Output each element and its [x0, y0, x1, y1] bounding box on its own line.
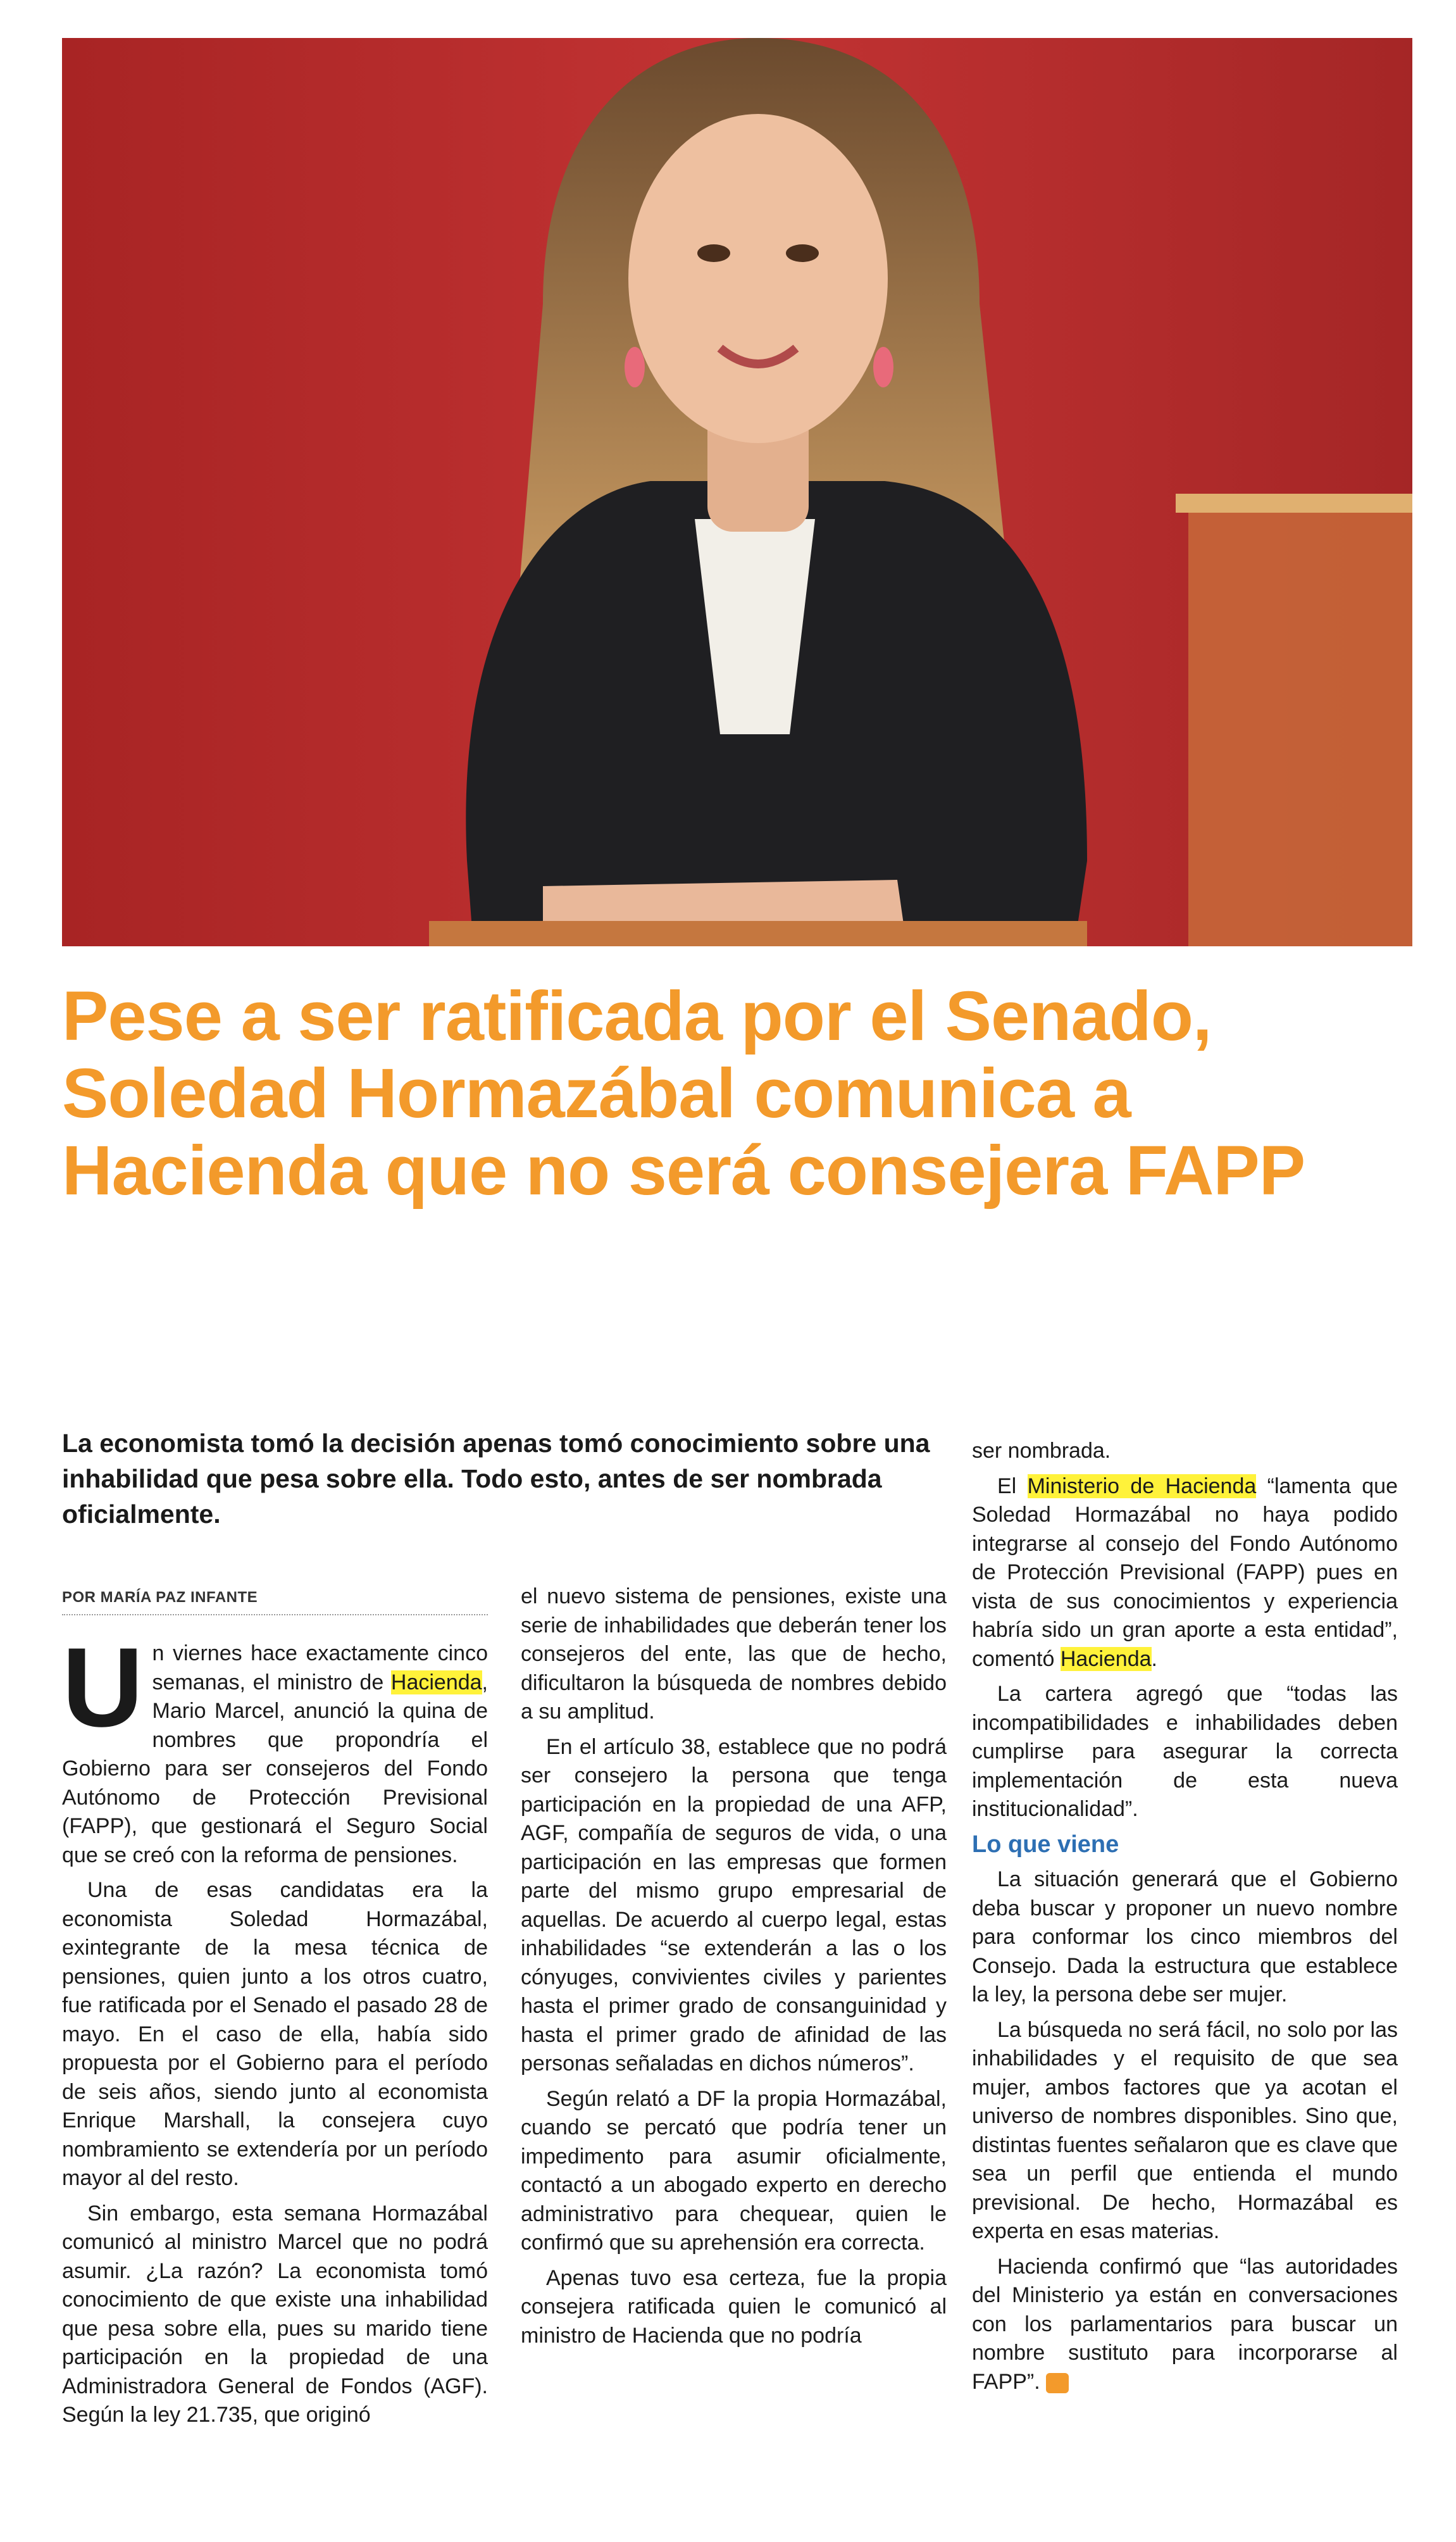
paragraph: Según relató a DF la propia Hormazábal, cuando se percató que podría tener un impedimento para asumir oficialmente, contactó a un abogado experto en derecho administrativo para chequear, quien le confirmó que su aprehensión era correcta.	[521, 2086, 947, 2255]
end-mark-icon: S	[1046, 2373, 1069, 2393]
paragraph: En el artículo 38, establece que no podrá ser consejero la persona que tenga participación en la propiedad de una AFP, AGF, compañía de seguros de vida, o una participación en las empresas que formen parte del mismo grupo empresarial de aquellas. De acuerdo al cuerpo legal, estas inhabilidades “se extenderán a las o los cónyuges, convivientes civiles y parientes hasta el primer grado de consanguinidad y hasta el primer grado de afinidad de las personas señaladas en dichos números”.	[521, 1734, 947, 2076]
paragraph: el nuevo sistema de pensiones, existe una serie de inhabilidades que deberán tener los consejeros del ente, las que de hecho, dificultaron la búsqueda de nombres debido a su amplitud.	[521, 1584, 947, 1724]
text-run: .	[1151, 1646, 1157, 1671]
text-run: Hacienda confirmó que “las autoridades del Ministerio ya están en conversaciones con los parlamentarios para buscar un nombre sustituto para incorporarse al FAPP”.	[972, 2254, 1398, 2394]
highlight-hacienda: Hacienda	[390, 1670, 482, 1694]
byline: POR MARÍA PAZ INFANTE	[62, 1589, 488, 1615]
section-heading: Lo que viene	[972, 1831, 1119, 1858]
hacienda-mention: Hacienda	[632, 2323, 723, 2348]
paragraph: La situación generará que el Gobierno deba buscar y proponer un nuevo nombre para conformar los cinco miembros del Consejo. Dada la estructura que establece la ley, la persona debe ser mujer.	[972, 1867, 1398, 2007]
article-column-1	[62, 1624, 488, 2436]
article-photo	[62, 38, 1412, 946]
portrait-illustration	[62, 38, 1412, 946]
article-headline: Pese a ser ratificada por el Senado, Soledad Hormazábal comunica a Hacienda que no será consejera FAPP	[62, 977, 1305, 1210]
paragraph: La búsqueda no será fácil, no solo por las inhabilidades y el requisito de que sea mujer, ambos factores que ya acotan el universo de nombres disponibles. Sino que, distintas fuentes señalaron que es clave que sea un perfil que entienda el mundo previsional. De hecho, Hormazábal es experta en esas materias.	[972, 2017, 1398, 2243]
highlight-hacienda: Hacienda	[1060, 1646, 1152, 1671]
paragraph	[972, 1472, 1398, 1674]
text-run: “lamenta que Soledad Hormazábal no haya podido integrarse al consejo del Fondo Autónomo de Protección Previsional (FAPP) pues en vista de sus conocimientos y experiencia habría sido un gran aporte a esta entidad”, comentó	[972, 1474, 1398, 1671]
paragraph: Sin embargo, esta semana Hormazábal comunicó al ministro Marcel que no podrá asumir. ¿La razón? La economista tomó conocimiento de que existe una inhabilidad que pesa sobre ella, pues su marido tiene participación en la propiedad de una Administradora General de Fondos (AGF). Según la ley 21.735, que originó	[62, 2201, 488, 2427]
paragraph	[972, 2253, 1398, 2397]
article-subhead: La economista tomó la decisión apenas tomó conocimiento sobre una inhabilidad que pesa sobre ella. Todo esto, antes de ser nombrada oficialmente.	[62, 1429, 930, 1529]
paragraph: Una de esas candidatas era la economista Soledad Hormazábal, exintegrante de la mesa técnica de pensiones, quien junto a los otros cuatro, fue ratificada por el Senado el pasado 28 de mayo. En el caso de ella, había sido propuesta por el Gobierno para el período de seis años, siendo junto al economista Enrique Marshall, la consejera cuyo nombramiento se extendería por un período mayor al del resto.	[62, 1878, 488, 2190]
text-run: Apenas tuvo esa certeza, fue la propia consejera ratificada quien le comunicó al ministro de	[521, 2265, 947, 2348]
paragraph: ser nombrada.	[972, 1439, 1111, 1463]
article-column-3	[972, 1437, 1398, 2403]
highlight-ministerio: Ministerio de Hacienda	[1027, 1474, 1257, 1498]
text-run: , Mario Marcel, anunció la quina de nombres que propondría el Gobierno para ser consejeros del Fondo Autónomo de Protección Previsional (FAPP), que gestionará el Seguro Social que se creó con la reforma de pensiones.	[62, 1670, 488, 1867]
drop-cap: U	[62, 1624, 144, 1750]
text-run: El	[997, 1474, 1028, 1498]
text-run: n viernes hace exactamente cinco semanas, el ministro de	[152, 1641, 488, 1694]
paragraph	[521, 2264, 947, 2351]
text-run: que no podría	[723, 2323, 862, 2348]
article-column-2	[521, 1582, 947, 2357]
paragraph	[62, 1624, 488, 1870]
paragraph: La cartera agregó que “todas las incompatibilidades e inhabilidades deben cumplirse para asegurar la correcta implementación de esta nueva institucionalidad”.	[972, 1682, 1398, 1821]
